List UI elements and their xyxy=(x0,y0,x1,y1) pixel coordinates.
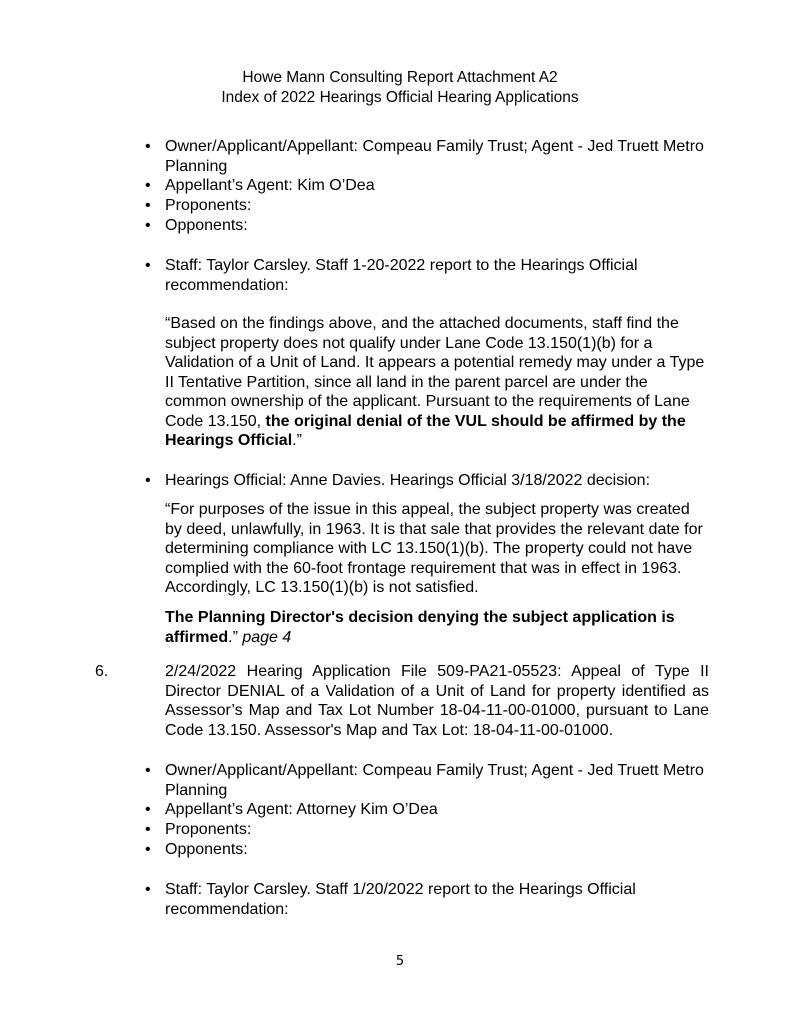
page-header xyxy=(0,68,800,108)
staff-quote: “Based on the findings above, and the attached documents, staff find the subject property does not qualify under Lane Code 13.150(1)(b) for a Validation of a Unit of Land. It appears a potential remedy may under a Type II Tentative Partition, since all land in the parent parcel are under the common ownership of the applicant. Pursuant to the requirements of Lane Code 13.150, the original denial of the VUL should be affirmed by the Hearings Official.” xyxy=(165,315,705,449)
hearings-official-quote: “For purposes of the issue in this appeal, the subject property was created by deed, unlawfully, in 1963. It is that sale that provides the relevant date for determining compliance with LC 13.150(1)(b). The property could not have complied with the 60-foot frontage requirement that was in effect in 1963. Accordingly, LC 13.150(1)(b) is not satisfied. xyxy=(165,501,703,596)
header-title: Howe Mann Consulting Report Attachment A2 xyxy=(242,69,558,86)
page-number: 5 xyxy=(395,954,405,969)
hearings-official-conclusion: The Planning Director's decision denying the subject application is affirmed.” page 4 xyxy=(165,609,675,646)
opponents: Opponents: xyxy=(165,217,248,234)
bullet-icon: • xyxy=(145,138,151,155)
bullet-icon: • xyxy=(145,762,151,779)
item6-owner-applicant: Owner/Applicant/Appellant: Compeau Family Trust; Agent - Jed Truett Metro Planning xyxy=(165,762,704,799)
hearings-official-entry: Hearings Official: Anne Davies. Hearings Official 3/18/2022 decision: xyxy=(165,472,651,489)
item-6-description: 2/24/2022 Hearing Application File 509-PA21-05523: Appeal of Type II Director DENIAL of a Validation of a Unit of Land for property identified as Assessor’s Map and Tax Lot Number 18-04-11-00-01000, pursuant to Lane Code 13.150. Assessor's Map and Tax Lot: 18-04-11-00-01000. xyxy=(165,663,709,739)
staff-quote-emphasis: the original denial of the VUL should be affirmed by the Hearings Official xyxy=(165,412,686,449)
staff-entry: Staff: Taylor Carsley. Staff 1-20-2022 report to the Hearings Official recommendation: xyxy=(165,257,638,294)
item6-appellant-agent: Appellant’s Agent: Attorney Kim O’Dea xyxy=(165,801,438,818)
bullet-icon: • xyxy=(145,472,151,489)
owner-applicant: Owner/Applicant/Appellant: Compeau Family Trust; Agent - Jed Truett Metro Planning xyxy=(165,138,704,175)
proponents: Proponents: xyxy=(165,197,252,214)
bullet-icon: • xyxy=(145,217,151,234)
bullet-icon: • xyxy=(145,801,151,818)
item6-staff-entry: Staff: Taylor Carsley. Staff 1/20/2022 report to the Hearings Official recommendation: xyxy=(165,881,636,918)
header-subtitle: Index of 2022 Hearings Official Hearing Applications xyxy=(221,89,579,106)
appellant-agent: Appellant’s Agent: Kim O’Dea xyxy=(165,177,375,194)
bullet-icon: • xyxy=(145,177,151,194)
page-reference: page 4 xyxy=(242,628,292,646)
bullet-icon: • xyxy=(145,881,151,898)
item-number: 6. xyxy=(95,663,109,680)
bullet-icon: • xyxy=(145,197,151,214)
bullet-icon: • xyxy=(145,821,151,838)
item6-opponents: Opponents: xyxy=(165,841,248,858)
bullet-icon: • xyxy=(145,841,151,858)
bullet-icon: • xyxy=(145,257,151,274)
item6-proponents: Proponents: xyxy=(165,821,252,838)
